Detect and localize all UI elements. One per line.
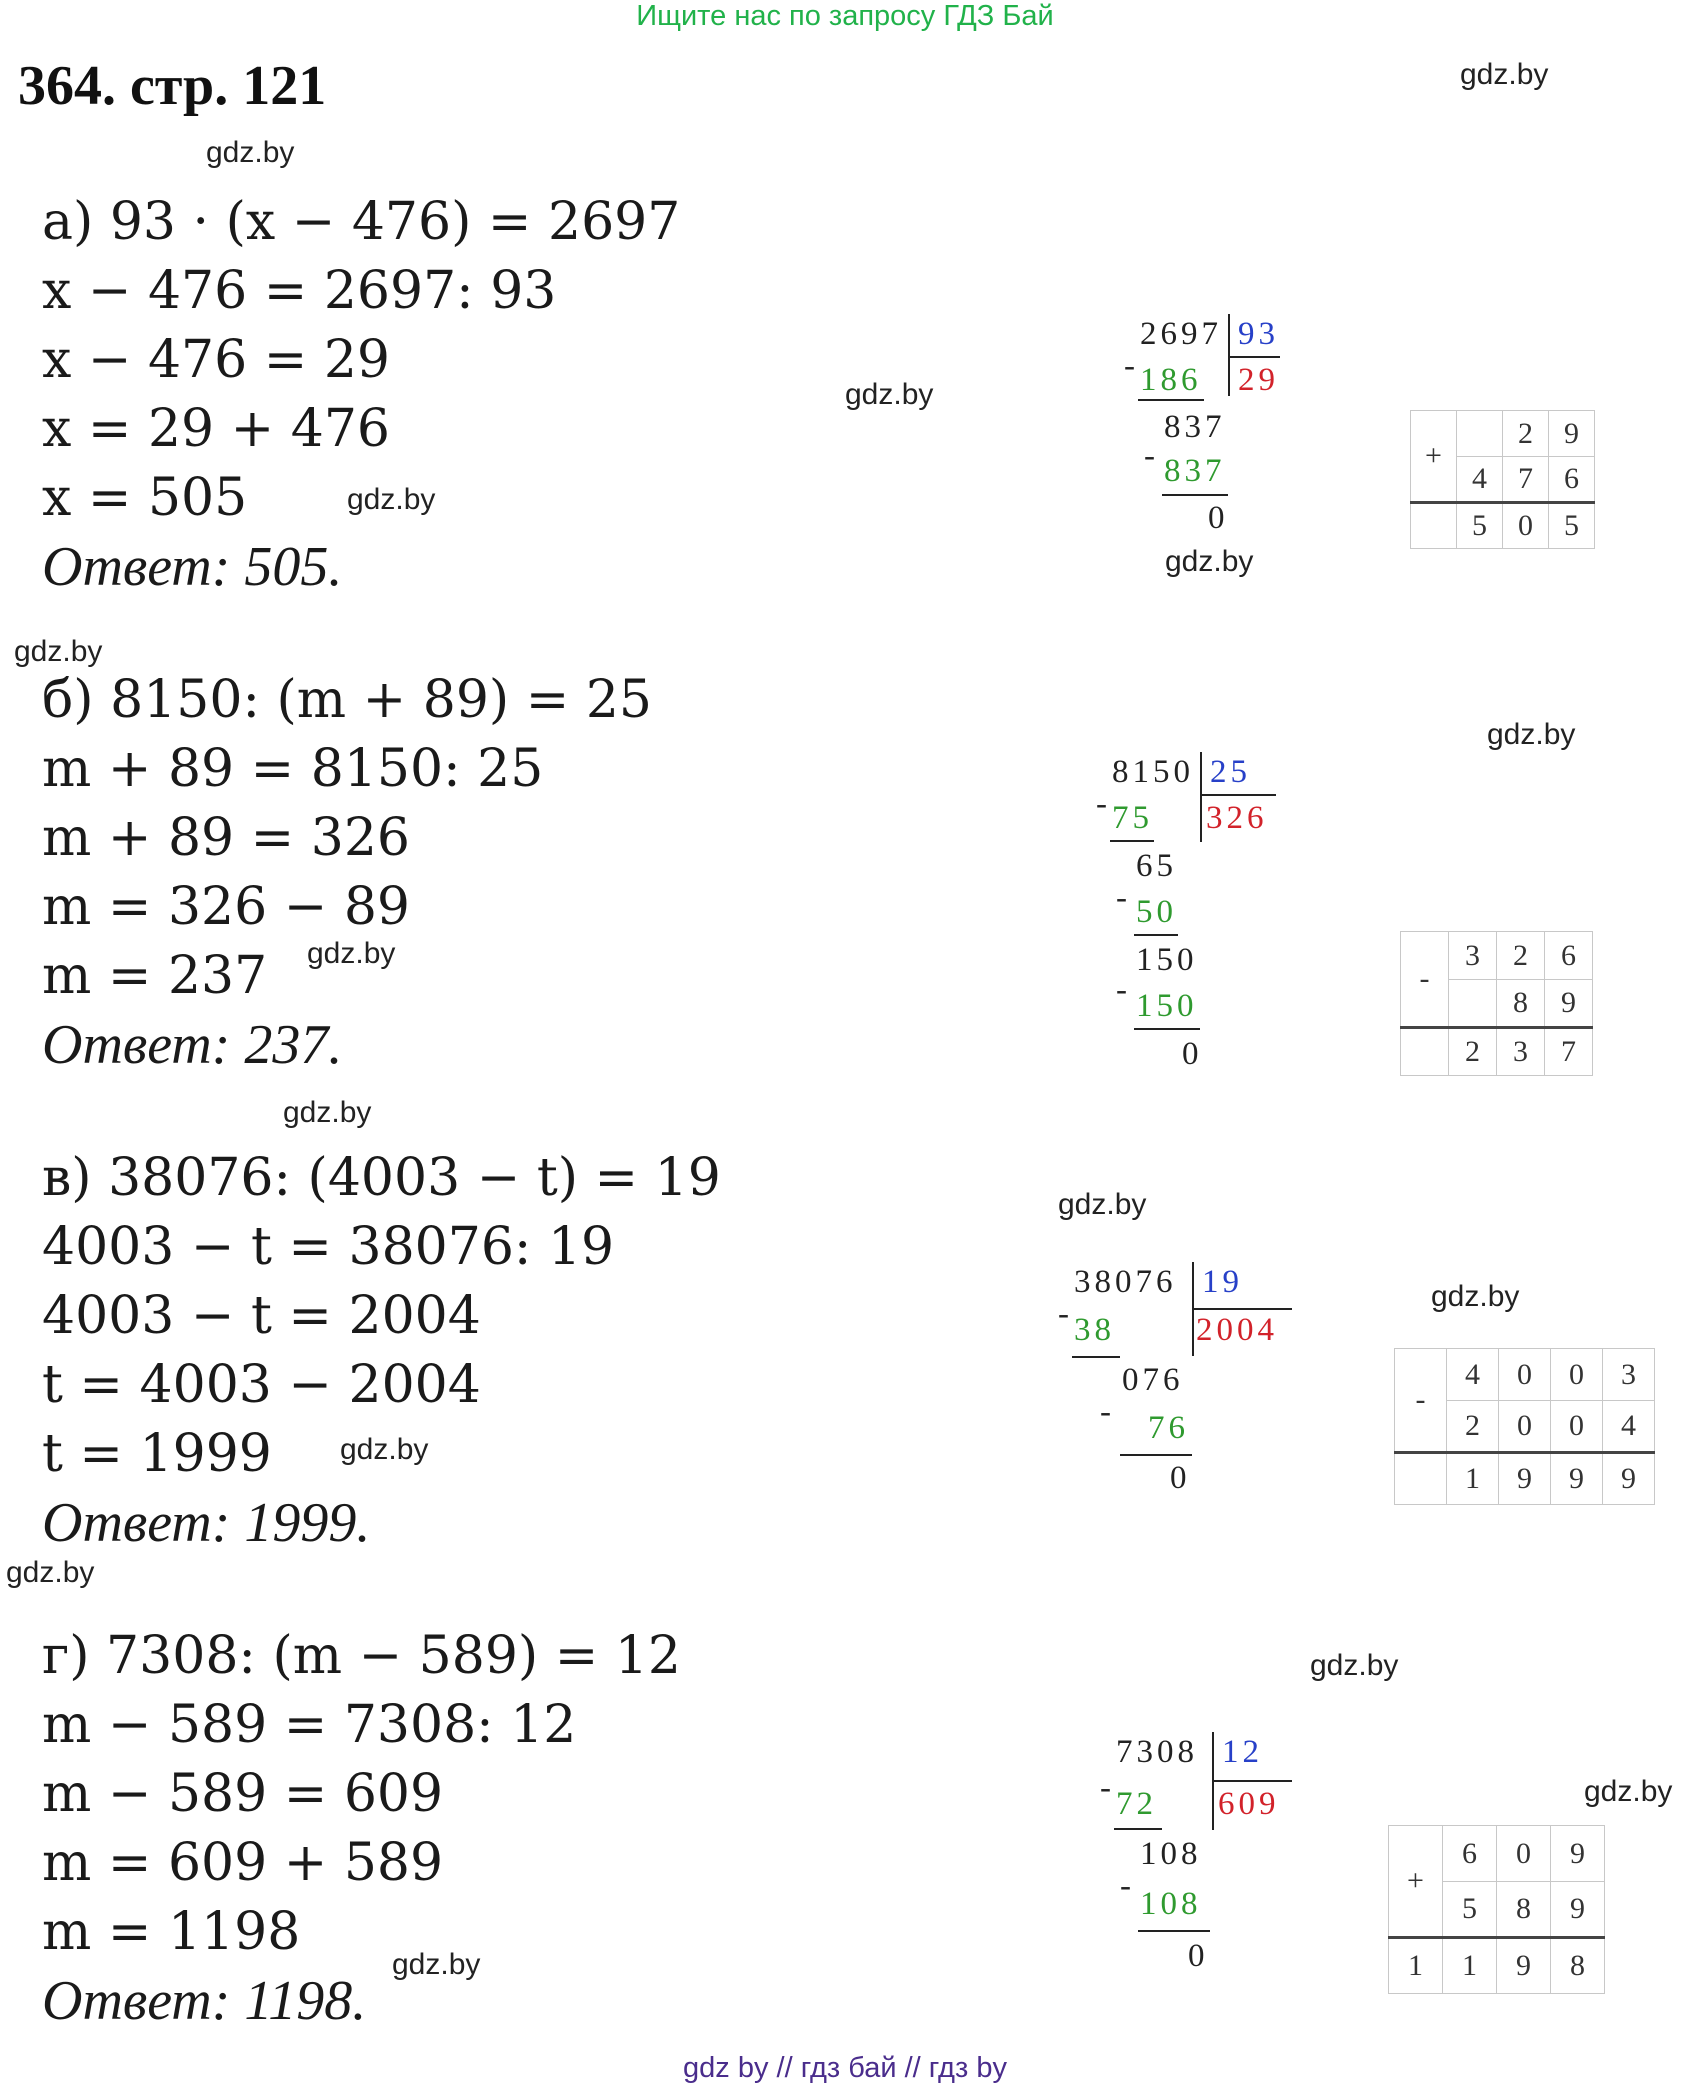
page-title: 364. стр. 121 [18,55,327,117]
dividend: 38076 [1074,1264,1177,1300]
minus-sign: - [1116,880,1131,916]
watermark: gdz.by [206,136,295,169]
divisor: 19 [1202,1264,1243,1300]
dividend: 7308 [1116,1734,1198,1770]
division-step: 837 [1164,409,1226,445]
equation-line: в) 38076: (4003 − t) = 19 [42,1148,721,1208]
equation-line: x − 476 = 29 [42,330,391,390]
divisor: 93 [1238,316,1279,352]
quotient: 609 [1218,1786,1280,1822]
division-step: 150 [1136,942,1198,978]
column-addition: + 2 9 4 7 6 5 0 5 [1410,410,1595,549]
watermark: gdz.by [1487,718,1576,751]
dividend: 8150 [1112,754,1194,790]
remainder: 0 [1170,1460,1191,1496]
operation-sign: - [1401,932,1449,1028]
operation-sign: - [1395,1349,1447,1453]
search-banner[interactable]: Ищите нас по запросу ГДЗ Бай [636,0,1054,32]
minus-sign: - [1100,1770,1115,1806]
division-step: 75 [1112,800,1153,836]
answer: Ответ: 505. [42,536,343,598]
minus-sign: - [1144,438,1159,474]
equation-line: m = 326 − 89 [42,877,410,937]
watermark: gdz.by [283,1096,372,1129]
watermark: gdz.by [347,483,436,516]
remainder: 0 [1208,500,1229,536]
minus-sign: - [1116,972,1131,1008]
division-step: 150 [1136,988,1198,1024]
equation-line: г) 7308: (m − 589) = 12 [42,1626,682,1686]
column-subtraction: - 4 0 0 3 2 0 0 4 1 9 9 9 [1394,1348,1655,1505]
watermark: gdz.by [1431,1280,1520,1313]
column-subtraction: - 3 2 6 8 9 2 3 7 [1400,931,1593,1076]
division-step: 76 [1148,1410,1189,1446]
watermark: gdz.by [307,937,396,970]
division-step: 186 [1140,362,1202,398]
equation-line: m + 89 = 326 [42,808,410,868]
minus-sign: - [1096,786,1111,822]
division-step: 108 [1140,1836,1202,1872]
division-step: 076 [1122,1362,1184,1398]
minus-sign: - [1100,1394,1115,1430]
remainder: 0 [1188,1938,1209,1974]
quotient: 29 [1238,362,1279,398]
remainder: 0 [1182,1036,1203,1072]
equation-line: m = 237 [42,946,268,1006]
quotient: 326 [1206,800,1268,836]
answer: Ответ: 237. [42,1014,343,1076]
watermark: gdz.by [340,1433,429,1466]
quotient: 2004 [1196,1312,1278,1348]
watermark: gdz.by [6,1556,95,1589]
watermark: gdz.by [1460,58,1549,91]
minus-sign: - [1058,1296,1073,1332]
operation-sign: + [1411,411,1457,503]
equation-line: x = 29 + 476 [42,399,391,459]
operation-sign: + [1389,1826,1443,1938]
division-step: 38 [1074,1312,1115,1348]
equation-line: x − 476 = 2697: 93 [42,261,557,321]
answer: Ответ: 1999. [42,1492,371,1554]
column-addition: + 6 0 9 5 8 9 1 1 9 8 [1388,1825,1605,1994]
equation-line: m + 89 = 8150: 25 [42,739,544,799]
equation-line: 4003 − t = 2004 [42,1286,481,1346]
minus-sign: - [1120,1868,1135,1904]
watermark: gdz.by [1058,1188,1147,1221]
equation-line: m − 589 = 7308: 12 [42,1695,577,1755]
dividend: 2697 [1140,316,1222,352]
equation-line: m = 1198 [42,1902,301,1962]
minus-sign: - [1124,348,1139,384]
watermark: gdz.by [1310,1649,1399,1682]
watermark: gdz.by [14,635,103,668]
division-step: 72 [1116,1786,1157,1822]
equation-line: x = 505 [42,468,248,528]
watermark: gdz.by [1584,1775,1673,1808]
divisor: 25 [1210,754,1251,790]
division-step: 837 [1164,453,1226,489]
watermark: gdz.by [1165,545,1254,578]
equation-line: m = 609 + 589 [42,1833,444,1893]
answer: Ответ: 1198. [42,1970,367,2032]
watermark: gdz.by [392,1948,481,1981]
division-step: 50 [1136,894,1177,930]
equation-line: 4003 − t = 38076: 19 [42,1217,615,1277]
division-step: 108 [1140,1886,1202,1922]
equation-line: t = 1999 [42,1424,272,1484]
divisor: 12 [1222,1734,1263,1770]
equation-line: t = 4003 − 2004 [42,1355,481,1415]
equation-line: б) 8150: (m + 89) = 25 [42,670,652,730]
equation-line: m − 589 = 609 [42,1764,444,1824]
footer-links[interactable]: gdz by // гдз бай // гдз by [683,2052,1007,2084]
equation-line: а) 93 · (x − 476) = 2697 [42,192,681,252]
division-step: 65 [1136,848,1177,884]
watermark: gdz.by [845,378,934,411]
